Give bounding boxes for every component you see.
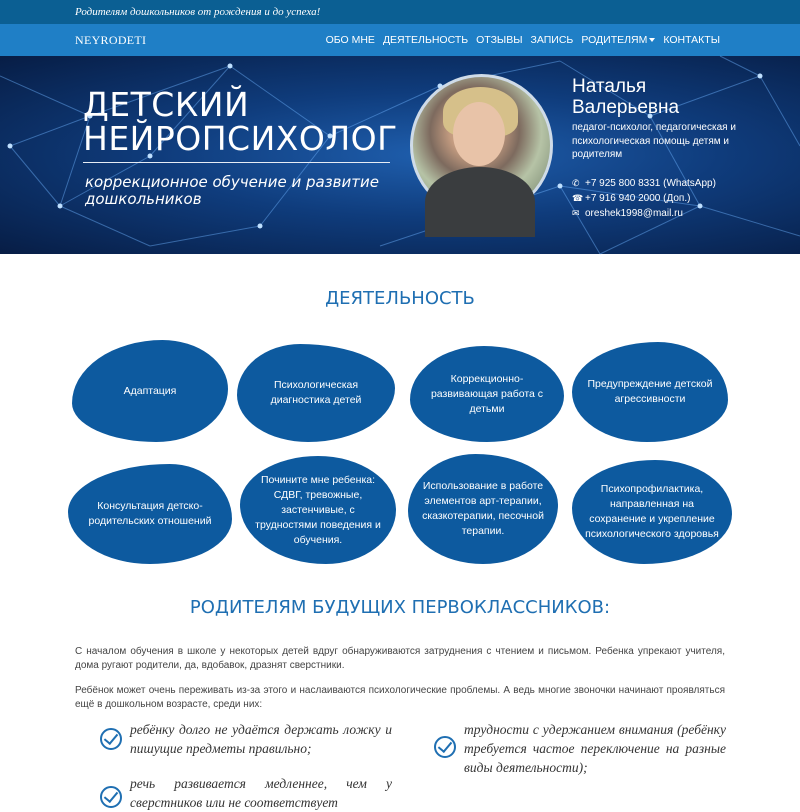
- brand-logo[interactable]: NEYRODETI: [75, 33, 147, 47]
- list-item: [100, 720, 392, 758]
- caret-down-icon: [649, 38, 655, 42]
- contact-phone[interactable]: [572, 193, 690, 204]
- profile-photo: [410, 74, 553, 217]
- whatsapp-icon: ✆: [572, 178, 580, 188]
- hero-divider: [83, 162, 390, 163]
- bullet-text: трудности с удержанием внимания (ребёнку требуется частое переключение на разные виды деятельности);: [464, 722, 726, 775]
- intro-paragraph-1: С началом обучения в школе у некоторых детей вдруг обнаруживаются затруднения с чтением и письмом. Ребенка упрекают учителя, дома ругают родители, да, вдобавок, дразнят сверстники.: [75, 646, 725, 671]
- activity-card-consultation[interactable]: Консультация детско-родительских отношений: [68, 464, 232, 564]
- bullet-text: речь развивается медленнее, чем у сверстников или не соответствует: [130, 776, 392, 810]
- activity-card-aggression[interactable]: Предупреждение детской агрессивности: [572, 342, 728, 442]
- hero-title: ДЕТСКИЙ НЕЙРОПСИХОЛОГ: [83, 85, 398, 158]
- nav-item-activity[interactable]: ДЕЯТЕЛЬНОСТЬ: [382, 34, 469, 46]
- whatsapp-phone: +7 925 800 8331 (WhatsApp): [585, 178, 716, 189]
- list-item: [100, 774, 392, 812]
- check-circle-icon: [100, 786, 122, 808]
- contact-whatsapp[interactable]: [572, 178, 716, 189]
- email-address: oreshek1998@mail.ru: [585, 208, 683, 219]
- nav-item-parents-label: РОДИТЕЛЯМ: [581, 34, 648, 46]
- activity-card-adhd[interactable]: Почините мне ребенка: СДВГ, тревожные, застенчивые, с трудностями поведения и обучения.: [240, 456, 396, 564]
- intro-paragraph-2: Ребёнок может очень переживать из-за этого и наслаиваются психологические проблемы. А ведь многие звоночки начинают проявляться ещё в дошкольном возрасте, среди них:: [75, 685, 725, 710]
- activity-card-correction[interactable]: Коррекционно-развивающая работа с детьми: [410, 346, 564, 442]
- list-item: [434, 720, 726, 777]
- nav-item-reviews[interactable]: ОТЗЫВЫ: [476, 34, 523, 46]
- activity-card-diagnostics[interactable]: Психологическая диагностика детей: [237, 344, 395, 442]
- bullet-text: ребёнку долго не удаётся держать ложку и пишущие предметы правильно;: [130, 722, 392, 756]
- top-bar: [0, 0, 800, 24]
- extra-phone: +7 916 940 2000 (Доп.): [585, 193, 691, 204]
- activity-card-adaptation[interactable]: Адаптация: [72, 340, 228, 442]
- activities-title: ДЕЯТЕЛЬНОСТЬ: [325, 288, 475, 309]
- tagline: Родителям дошкольников от рождения и до успеха!: [75, 6, 321, 18]
- nav-item-booking[interactable]: ЗАПИСЬ: [530, 34, 574, 46]
- activity-card-art-therapy[interactable]: Использование в работе элементов арт-терапии, сказкотерапии, песочной терапии.: [408, 454, 558, 564]
- envelope-icon: ✉: [572, 208, 580, 218]
- main-navbar: [0, 24, 800, 56]
- contact-email[interactable]: [572, 208, 683, 219]
- first-graders-title: РОДИТЕЛЯМ БУДУЩИХ ПЕРВОКЛАССНИКОВ:: [189, 597, 611, 618]
- specialist-description: педагог-психолог, педагогическая и психологическая помощь детям и родителям: [572, 122, 736, 160]
- check-circle-icon: [434, 736, 456, 758]
- nav-item-parents-dropdown[interactable]: [581, 34, 655, 46]
- phone-icon: ☎: [572, 193, 584, 203]
- nav-item-about[interactable]: ОБО МНЕ: [325, 34, 375, 46]
- specialist-name: Наталья Валерьевна: [572, 76, 680, 118]
- check-circle-icon: [100, 728, 122, 750]
- nav-menu: [326, 34, 720, 46]
- nav-item-contacts[interactable]: КОНТАКТЫ: [663, 34, 720, 46]
- activity-card-prevention[interactable]: Психопрофилактика, направленная на сохранение и укрепление психологического здоровья: [572, 460, 732, 564]
- hero-subtitle: коррекционное обучение и развитие дошкольников: [85, 173, 379, 208]
- hero-banner: [0, 56, 800, 254]
